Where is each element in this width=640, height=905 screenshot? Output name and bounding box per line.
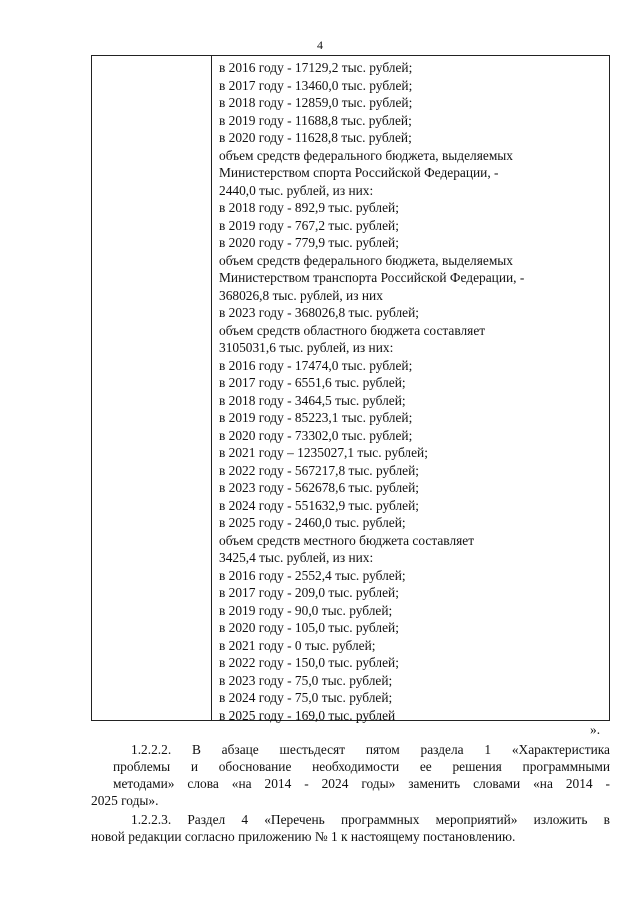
table-line: объем средств федерального бюджета, выделяемых bbox=[219, 252, 514, 268]
table-line: в 2022 году - 567217,8 тыс. рублей; bbox=[219, 462, 420, 478]
page-number: 4 bbox=[317, 38, 323, 52]
table-line: в 2017 году - 6551,6 тыс. рублей; bbox=[219, 375, 406, 390]
paragraph-line: 1.2.2.3. Раздел 4 «Перечень программных мероприятий» изложить в bbox=[131, 812, 610, 827]
table-line: в 2022 году - 150,0 тыс. рублей; bbox=[219, 655, 399, 670]
paragraph-line: 1.2.2.2. В абзаце шестьдесят пятом раздела 1 «Характеристика bbox=[131, 742, 610, 757]
table-line: в 2019 году - 767,2 тыс. рублей; bbox=[219, 217, 399, 233]
table-line: в 2020 году - 11628,8 тыс. рублей; bbox=[219, 130, 412, 145]
table-line: в 2025 году - 169,0 тыс. рублей bbox=[219, 707, 396, 723]
table-line: в 2018 году - 892,9 тыс. рублей; bbox=[219, 200, 399, 215]
table-line: в 2017 году - 209,0 тыс. рублей; bbox=[219, 585, 399, 600]
table-line: в 2023 году - 562678,6 тыс. рублей; bbox=[219, 480, 420, 495]
table-line: в 2021 году – 1235027,1 тыс. рублей; bbox=[219, 445, 428, 460]
table-line: Министерством транспорта Российской Федерации, - bbox=[219, 270, 525, 285]
paragraph-1-2-2-3 bbox=[91, 811, 610, 845]
table-line: в 2018 году - 3464,5 тыс. рублей; bbox=[219, 392, 406, 408]
table-cell-text bbox=[219, 59, 605, 724]
table-line: в 2020 году - 105,0 тыс. рублей; bbox=[219, 620, 399, 635]
table-line: 2440,0 тыс. рублей, из них: bbox=[219, 182, 374, 198]
table-line: в 2016 году - 2552,4 тыс. рублей; bbox=[219, 567, 406, 583]
table-line: в 2017 году - 13460,0 тыс. рублей; bbox=[219, 77, 413, 93]
table-line: объем средств федерального бюджета, выделяемых bbox=[219, 147, 514, 163]
table-line: в 2024 году - 75,0 тыс. рублей; bbox=[219, 690, 393, 705]
table-line: в 2025 году - 2460,0 тыс. рублей; bbox=[219, 515, 406, 530]
table-line: в 2016 году - 17129,2 тыс. рублей; bbox=[219, 60, 413, 75]
table-line: в 2016 году - 17474,0 тыс. рублей; bbox=[219, 357, 413, 373]
table-line: объем средств местного бюджета составляет bbox=[219, 532, 475, 548]
paragraph-1-2-2-2 bbox=[91, 741, 610, 809]
table-line: Министерством спорта Российской Федерации, - bbox=[219, 165, 499, 180]
table-line: в 2020 году - 779,9 тыс. рублей; bbox=[219, 235, 399, 250]
table-line: в 2020 году - 73302,0 тыс. рублей; bbox=[219, 427, 413, 443]
closing-quote: ». bbox=[590, 722, 601, 737]
paragraph-line: 2025 годы». bbox=[91, 793, 159, 808]
table-line: в 2021 году - 0 тыс. рублей; bbox=[219, 637, 376, 653]
table-line: в 2019 году - 85223,1 тыс. рублей; bbox=[219, 410, 413, 425]
table-line: 3105031,6 тыс. рублей, из них: bbox=[219, 340, 394, 355]
table-line: в 2019 году - 90,0 тыс. рублей; bbox=[219, 602, 393, 618]
table-line: 368026,8 тыс. рублей, из них bbox=[219, 287, 383, 303]
table-line: 3425,4 тыс. рублей, из них: bbox=[219, 550, 374, 565]
table-line: в 2018 году - 12859,0 тыс. рублей; bbox=[219, 95, 413, 110]
paragraph-line: проблемы и обоснование необходимости ее решения программными bbox=[113, 759, 610, 774]
paragraph-line: новой редакции согласно приложению № 1 к настоящему постановлению. bbox=[91, 829, 516, 844]
table-line: в 2019 году - 11688,8 тыс. рублей; bbox=[219, 112, 412, 128]
table-line: в 2024 году - 551632,9 тыс. рублей; bbox=[219, 497, 420, 513]
paragraph-line: методами» слова «на 2014 - 2024 годы» заменить словами «на 2014 - bbox=[113, 776, 610, 791]
program-table bbox=[91, 55, 610, 721]
table-line: объем средств областного бюджета составляет bbox=[219, 322, 486, 338]
table-line: в 2023 году - 368026,8 тыс. рублей; bbox=[219, 305, 420, 320]
table-line: в 2023 году - 75,0 тыс. рублей; bbox=[219, 672, 393, 688]
column-divider bbox=[211, 56, 212, 720]
